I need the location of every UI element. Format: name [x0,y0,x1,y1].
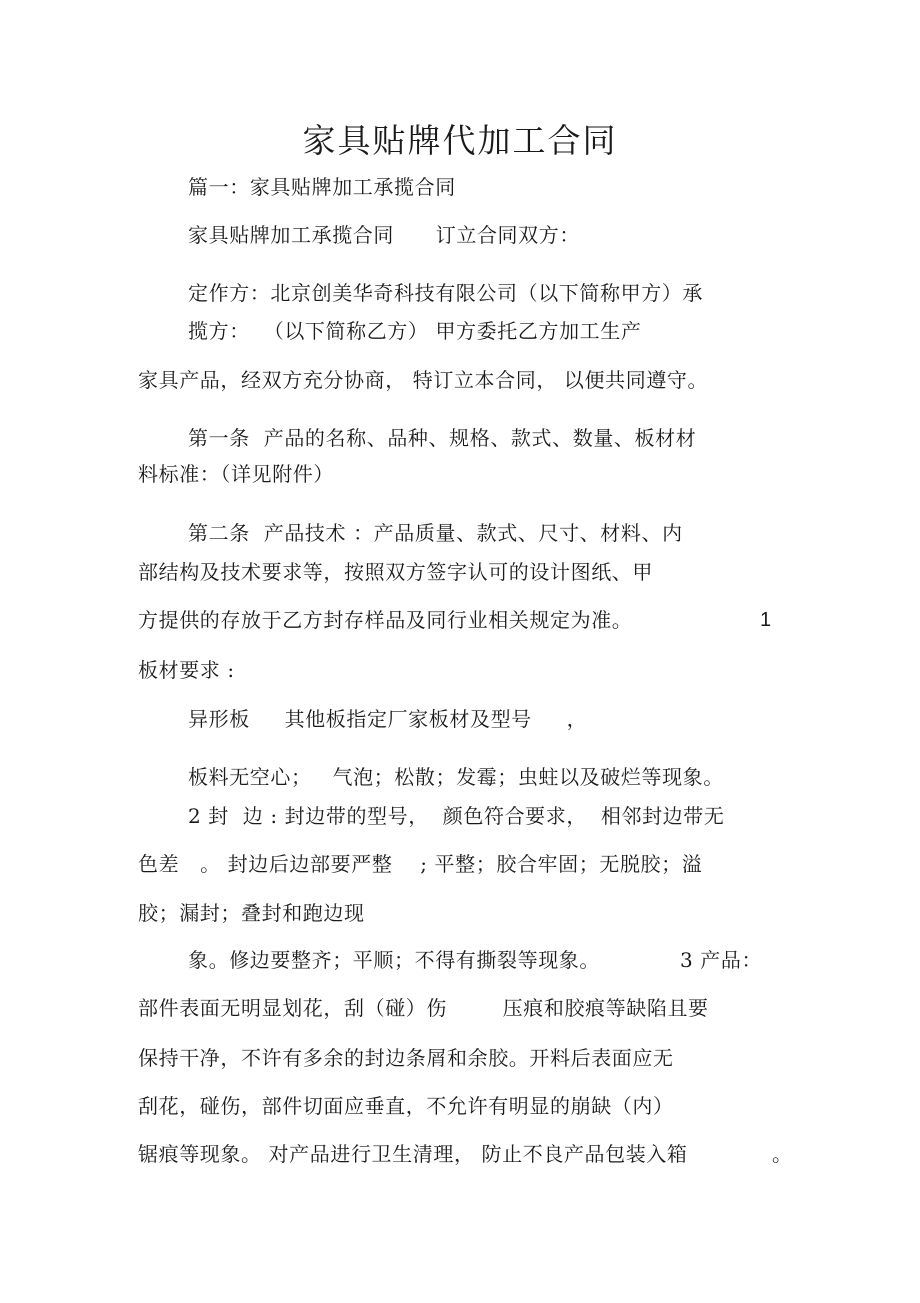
article-heading: 第二条 产品技术 ：产品质量、款式、尺寸、材料、内 [188,521,683,545]
text-line: 色差 。 封边后边部要严整 ; 平整；胶合牢固；无脱胶；溢 [138,852,703,876]
text-line: 定作方：北京创美华奇科技有限公司（以下简称甲方）承 [188,281,703,305]
text-line: 部件表面无明显划花，刮（碰）伤 压痕和胶痕等缺陷且要 [138,996,709,1020]
article-heading: 第一条 产品的名称、品种、规格、款式、数量、板材材 [188,426,697,450]
text-line: 板料无空心； 气泡；松散；发霉；虫蛀以及破烂等现象。 [188,765,724,789]
text-line: 3 产品： [680,948,763,972]
text-line: 料标准：（详见附件） [138,462,334,486]
text-line: 象。修边要整齐；平顺；不得有撕裂等现象。 [188,948,600,972]
text-line: 家具贴牌加工承揽合同 订立合同双方： [188,223,580,247]
text-line: 揽方： （以下简称乙方） 甲方委托乙方加工生产 [188,319,642,343]
document-title: 家具贴牌代加工合同 [302,121,618,160]
text-line: 部结构及技术要求等，按照双方签字认可的设计图纸、甲 [138,560,653,584]
text-line: 异形板 其他板指定厂家板材及型号 ， [188,707,588,731]
text-line: 保持干净，不许有多余的封边条屑和余胶。开料后表面应无 [138,1046,674,1070]
item-number: 1 [760,609,772,631]
text-line: 家具产品，经双方充分协商， 特订立本合同， 以便共同遵守。 [138,368,709,392]
text-line: 刮花，碰伤，部件切面应垂直，不允许有明显的崩缺（内） [138,1094,674,1118]
text-line: 锯痕等现象。 对产品进行卫生清理， 防止不良产品包装入箱 [138,1142,688,1166]
text-line: 板材要求 : [138,658,235,682]
text-line: 。 [772,1142,793,1166]
text-line: 2 封 边 : 封边带的型号， 颜色符合要求， 相邻封边带无 [188,804,725,828]
text-line: 胶；漏封；叠封和跑边现 [138,901,365,925]
section-heading: 篇一：家具贴牌加工承揽合同 [188,175,456,199]
text-line: 方提供的存放于乙方封存样品及同行业相关规定为准。 [138,608,633,632]
